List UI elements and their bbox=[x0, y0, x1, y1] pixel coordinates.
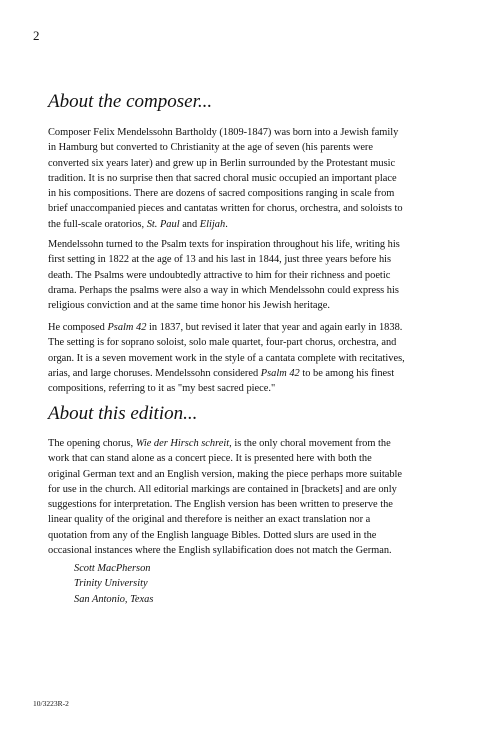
signature-location: San Antonio, Texas bbox=[74, 593, 154, 605]
text-segment: The opening chorus, bbox=[48, 438, 136, 449]
text-line: in his compositions. There are dozens of sacred compositions ranging in scale from bbox=[48, 188, 395, 200]
text-line: religious conviction and at the same time honor his Jewish heritage. bbox=[48, 300, 330, 312]
signature-block bbox=[74, 561, 153, 607]
text-line bbox=[48, 366, 468, 381]
text-line: occasional instances where the English syllabification does not match the German. bbox=[48, 545, 392, 557]
work-title-wie-der-hirsch: Wie der Hirsch schreit bbox=[135, 438, 230, 449]
text-line: original German text and an English version, making the piece perhaps more suitable bbox=[48, 468, 403, 480]
text-line: organ. It is a seven movement work in the style of a cantata complete with recitatives, bbox=[48, 352, 405, 364]
text-line: brief unaccompanied pieces and cantatas written for chorus, orchestra, and soloists to bbox=[48, 203, 403, 215]
text-segment: He composed bbox=[48, 322, 108, 333]
text-line: quotation from any of the English language Bibles. Dotted slurs are used in the bbox=[48, 529, 377, 541]
text-segment: the full-scale oratorios, bbox=[48, 218, 147, 230]
heading-about-composer: About the composer... bbox=[48, 91, 213, 112]
text-line: Composer Felix Mendelssohn Bartholdy (1809-1847) was born into a Jewish family bbox=[48, 127, 399, 138]
paragraph-composer-bio bbox=[48, 125, 468, 232]
text-line: first setting in 1822 at the age of 13 and his last in 1844, just three years before his bbox=[48, 254, 392, 266]
text-line: converted six years later) and grew up in Berlin surrounded by the Protestant music bbox=[48, 157, 396, 169]
text-line: tradition. It is no surprise then that sacred choral music occupied an important place bbox=[48, 172, 397, 184]
work-title-psalm-42: Psalm 42 bbox=[107, 322, 147, 333]
text-line: death. The Psalms were undoubtedly attractive to him for their richness and poetic bbox=[48, 269, 391, 281]
paragraph-psalm-42 bbox=[48, 320, 468, 396]
text-line: linear quality of the original and therefore is neither an exact translation nor a bbox=[48, 514, 371, 526]
work-title-elijah: Elijah bbox=[199, 218, 226, 230]
text-line: Mendelssohn turned to the Psalm texts for inspiration throughout his life, writing his bbox=[48, 239, 400, 250]
text-segment: and bbox=[179, 218, 200, 230]
heading-about-edition: About this edition... bbox=[48, 403, 198, 424]
signature-institution: Trinity University bbox=[74, 578, 148, 590]
text-line: suggestions for interpretation. The English version has been written to preserve the bbox=[48, 499, 393, 511]
text-line bbox=[48, 320, 468, 335]
page-number: 2 bbox=[33, 28, 40, 43]
text-line: compositions, referring to it as "my best sacred piece." bbox=[48, 383, 276, 395]
text-line bbox=[48, 436, 468, 451]
text-line bbox=[48, 217, 468, 232]
text-line: The setting is for soprano soloist, solo male quartet, four-part chorus, orchestra, and bbox=[48, 337, 397, 349]
text-line: work that can stand alone as a concert piece. It is presented here with both the bbox=[48, 453, 372, 465]
text-line: for use in the church. All editorial markings are contained in [brackets] and are only bbox=[48, 483, 397, 495]
text-line: in Hamburg but converted to Christianity at the age of seven (his parents were bbox=[48, 142, 374, 154]
signature-name: Scott MacPherson bbox=[74, 563, 151, 574]
footer-catalog-code: 10/3223R-2 bbox=[33, 699, 69, 708]
paragraph-edition-notes bbox=[48, 436, 468, 558]
work-title-psalm-42: Psalm 42 bbox=[260, 367, 300, 379]
text-segment: in 1837, but revised it later that year and again early in 1838. bbox=[146, 322, 403, 333]
text-segment: arias, and large choruses. Mendelssohn considered bbox=[48, 367, 261, 379]
text-segment: to be among his finest bbox=[299, 367, 395, 379]
text-line: drama. Perhaps the psalms were also a way in which Mendelssohn could express his bbox=[48, 284, 399, 296]
paragraph-psalm-texts bbox=[48, 237, 468, 313]
text-segment: . bbox=[225, 218, 228, 230]
text-segment: , is the only choral movement from the bbox=[229, 438, 391, 449]
work-title-st-paul: St. Paul bbox=[146, 218, 180, 230]
